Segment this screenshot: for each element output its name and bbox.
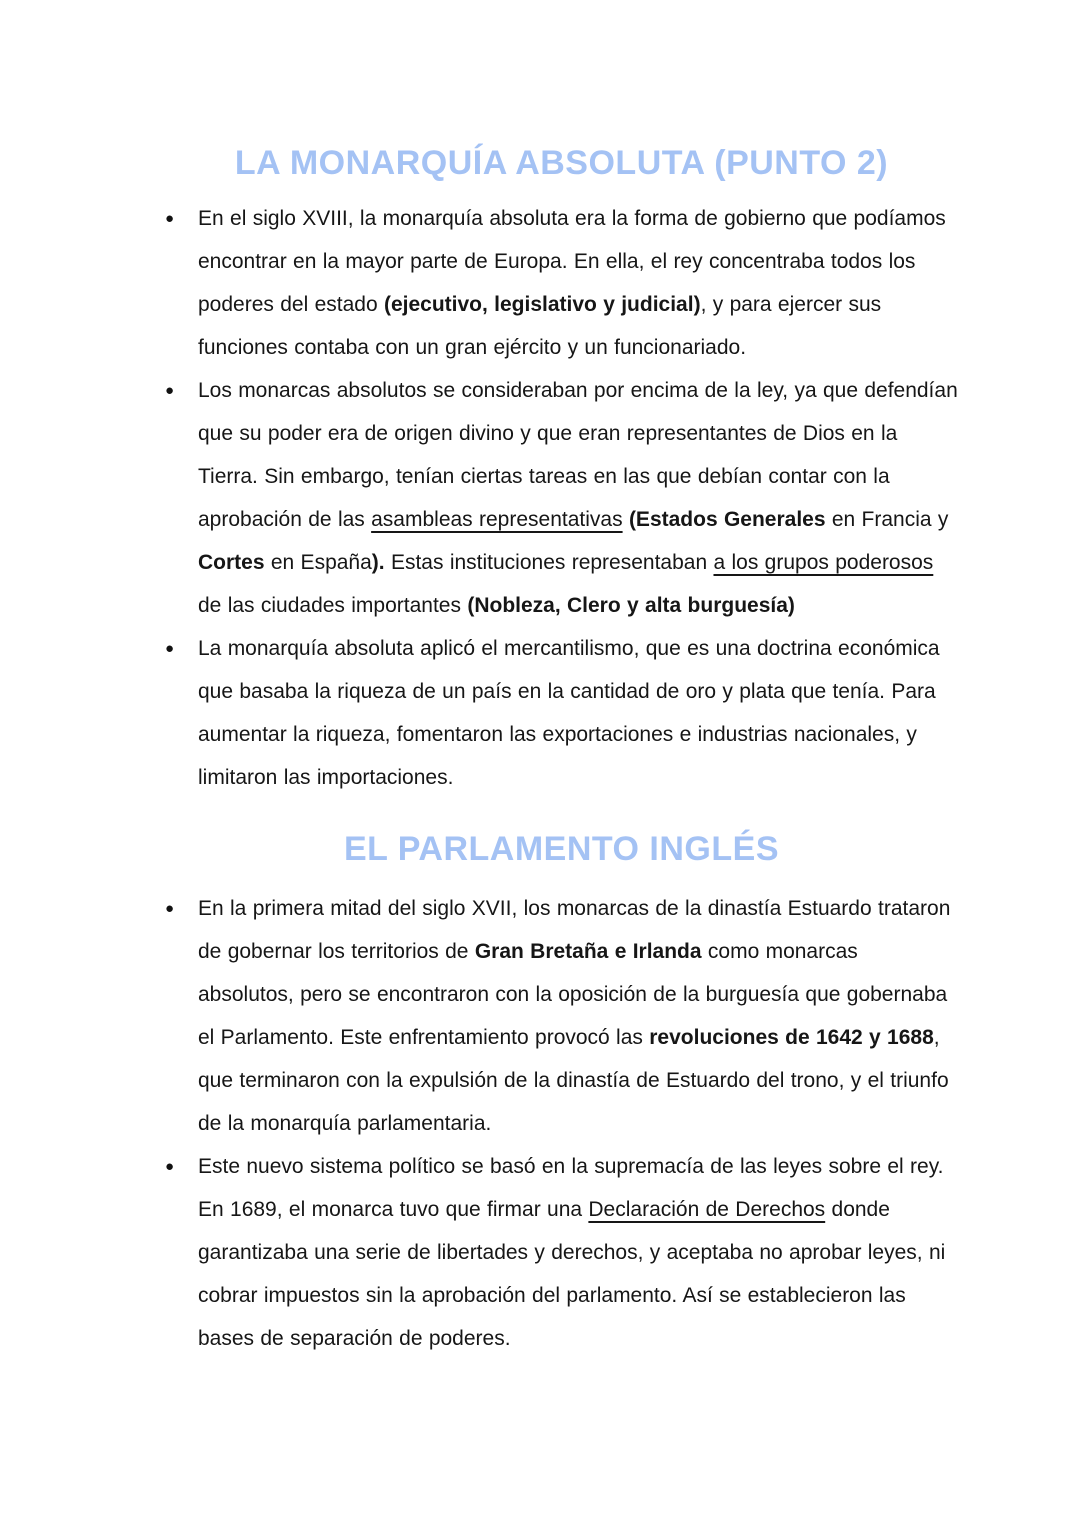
bullet-marker-icon: ● — [165, 640, 175, 657]
bullet-list — [165, 887, 958, 1360]
text-run: Este nuevo sistema político se basó en la supremacía de las leyes sobre el rey. En 1689, el monarca tuvo que firmar una — [198, 1155, 944, 1221]
bullet-text — [198, 1145, 958, 1360]
text-run: Cortes — [198, 551, 265, 574]
bullet-item — [165, 197, 958, 369]
text-run: como monarcas absolutos, pero se encontraron con la oposición de la burguesía que gobernaba el Parlamento. Este enfrentamiento provocó las — [198, 940, 948, 1049]
section — [165, 141, 958, 799]
text-run: En la primera mitad del siglo XVII, los monarcas de la dinastía Estuardo trataron de gobernar los territorios de — [198, 897, 951, 963]
bullet-item — [165, 627, 958, 799]
text-run: en España — [264, 551, 372, 574]
bullet-marker-icon: ● — [165, 382, 175, 399]
text-run: Declaración de Derechos — [588, 1198, 826, 1221]
text-run: (Nobleza, Clero y alta burguesía) — [467, 594, 795, 617]
text-run: (ejecutivo, legislativo y judicial) — [383, 293, 701, 316]
text-run: Estas instituciones representaban — [384, 551, 714, 574]
text-run: Gran Bretaña e Irlanda — [474, 940, 702, 963]
text-run: ). — [371, 551, 385, 574]
bullet-item — [165, 1145, 958, 1360]
text-run: , y para ejercer sus funciones contaba con un gran ejército y un funcionariado. — [198, 293, 882, 359]
text-run: , que terminaron con la expulsión de la dinastía de Estuardo del trono, y el triunfo de la monarquía parlamentaria. — [198, 1026, 949, 1135]
bullet-text — [198, 887, 958, 1145]
text-run: de las ciudades importantes — [198, 594, 468, 617]
section — [165, 827, 958, 1360]
text-run: donde garantizaba una serie de libertades y derechos, y aceptaba no aprobar leyes, ni cobrar impuestos sin la aprobación del parlamento. Así se establecieron las bases de separación de poderes. — [198, 1198, 946, 1350]
bullet-item — [165, 887, 958, 1145]
bullet-marker-icon: ● — [165, 900, 175, 917]
section-heading: LA MONARQUÍA ABSOLUTA (PUNTO 2) — [234, 144, 889, 182]
text-run: (Estados Generales — [628, 508, 826, 531]
bullet-marker-icon: ● — [165, 1158, 175, 1175]
section-heading: EL PARLAMENTO INGLÉS — [343, 830, 780, 868]
text-run: La monarquía absoluta aplicó el mercantilismo, que es una doctrina económica que basaba la riqueza de un país en la cantidad de oro y plata que tenía. Para aumentar la riqueza, fomentaron las exportaciones e industrias nacionales, y limitaron las importaciones. — [198, 637, 940, 789]
bullet-list — [165, 197, 958, 799]
bullet-text — [198, 369, 958, 627]
text-run: revoluciones de 1642 y 1688 — [649, 1026, 934, 1049]
bullet-text — [198, 197, 958, 369]
bullet-marker-icon: ● — [165, 210, 175, 227]
bullet-item — [165, 369, 958, 627]
text-run: asambleas representativas — [371, 508, 623, 531]
bullet-text — [198, 627, 958, 799]
text-run: en Francia y — [825, 508, 949, 531]
text-run: En el siglo XVIII, la monarquía absoluta era la forma de gobierno que podíamos encontrar en la mayor parte de Europa. En ella, el rey concentraba todos los poderes del estado — [198, 207, 946, 316]
text-run: a los grupos poderosos — [713, 551, 934, 574]
text-run: Los monarcas absolutos se consideraban por encima de la ley, ya que defendían que su poder era de origen divino y que eran representantes de Dios en la Tierra. Sin embargo, tenían ciertas tareas en las que debían contar con la aprobación de las — [198, 379, 958, 531]
